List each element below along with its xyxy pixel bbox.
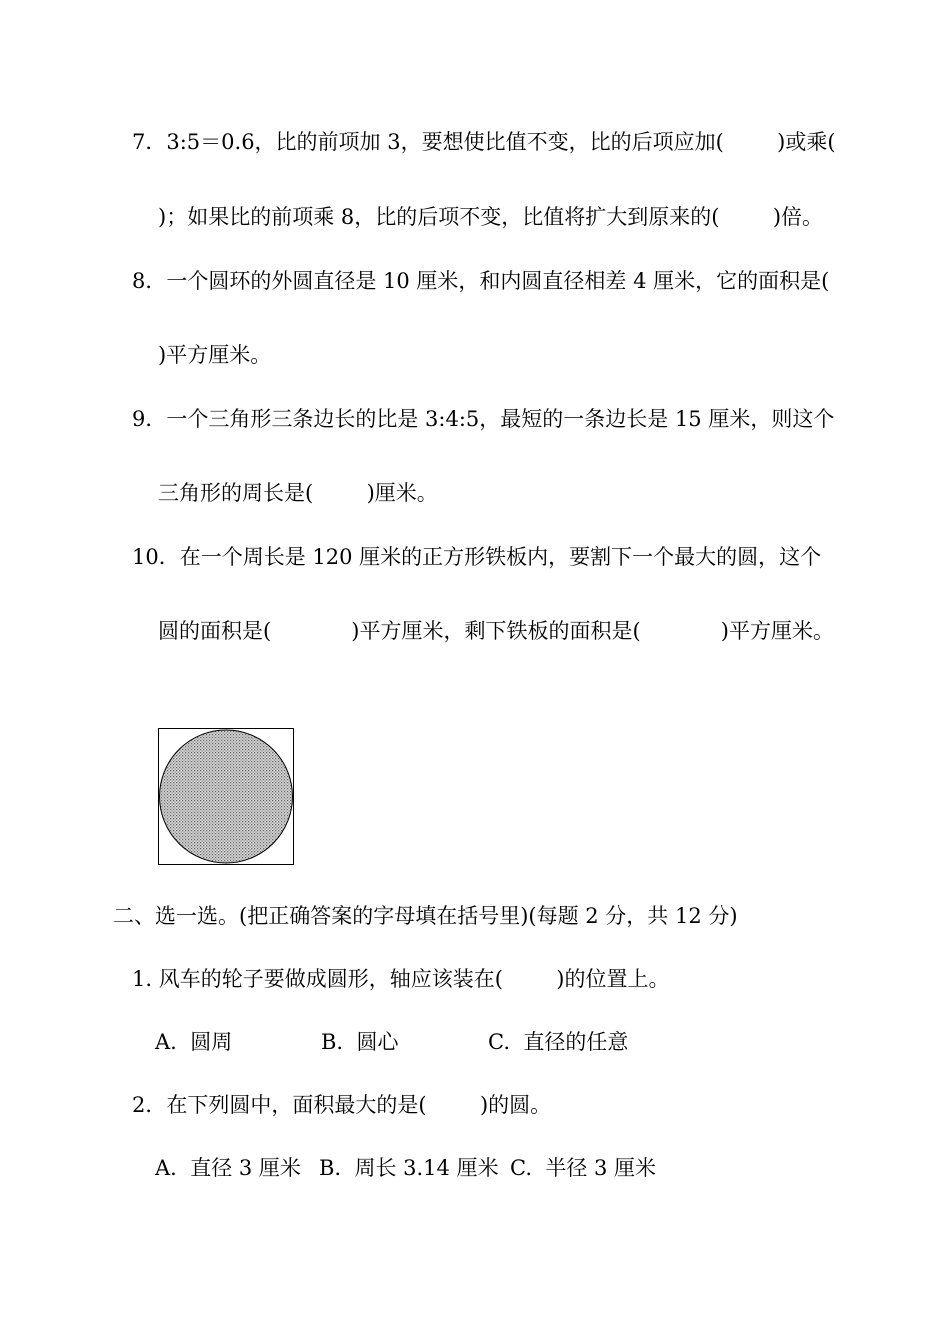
question-8-line-1: 8．一个圆环的外圆直径是 10 厘米，和内圆直径相差 4 厘米，它的面积是(: [132, 269, 830, 293]
question-2-option-a: A. 直径 3 厘米: [155, 1156, 301, 1180]
question-2-option-c: C. 半径 3 厘米: [510, 1156, 657, 1180]
question-8-line-2: )平方厘米。: [158, 343, 272, 367]
question-7-line-1: 7．3:5＝0.6，比的前项加 3，要想使比值不变，比的后项应加( )或乘(: [132, 130, 836, 154]
inscribed-circle: [160, 730, 293, 863]
question-1-option-c: C. 直径的任意: [488, 1030, 629, 1054]
section-2-heading: 二、选一选。(把正确答案的字母填在括号里)(每题 2 分，共 12 分): [113, 904, 738, 928]
circle-in-square-svg: [158, 728, 294, 865]
question-10-line-1: 10．在一个周长是 120 厘米的正方形铁板内，要割下一个最大的圆，这个: [132, 545, 822, 569]
section-2-question-1: 1. 风车的轮子要做成圆形，轴应该装在( )的位置上。: [132, 967, 670, 991]
question-1-option-b: B. 圆心: [321, 1030, 399, 1054]
question-9-line-1: 9．一个三角形三条边长的比是 3:4:5，最短的一条边长是 15 厘米，则这个: [132, 407, 835, 431]
question-9-line-2: 三角形的周长是( )厘米。: [158, 481, 438, 505]
circle-in-square-figure: [158, 728, 294, 865]
section-2-question-2: 2．在下列圆中，面积最大的是( )的圆。: [132, 1093, 552, 1117]
question-1-option-a: A. 圆周: [155, 1030, 233, 1054]
question-7-line-2: )；如果比的前项乘 8，比的后项不变，比值将扩大到原来的( )倍。: [158, 205, 824, 229]
question-2-option-b: B. 周长 3.14 厘米: [319, 1156, 499, 1180]
question-10-line-2: 圆的面积是( )平方厘米，剩下铁板的面积是( )平方厘米。: [158, 619, 834, 643]
